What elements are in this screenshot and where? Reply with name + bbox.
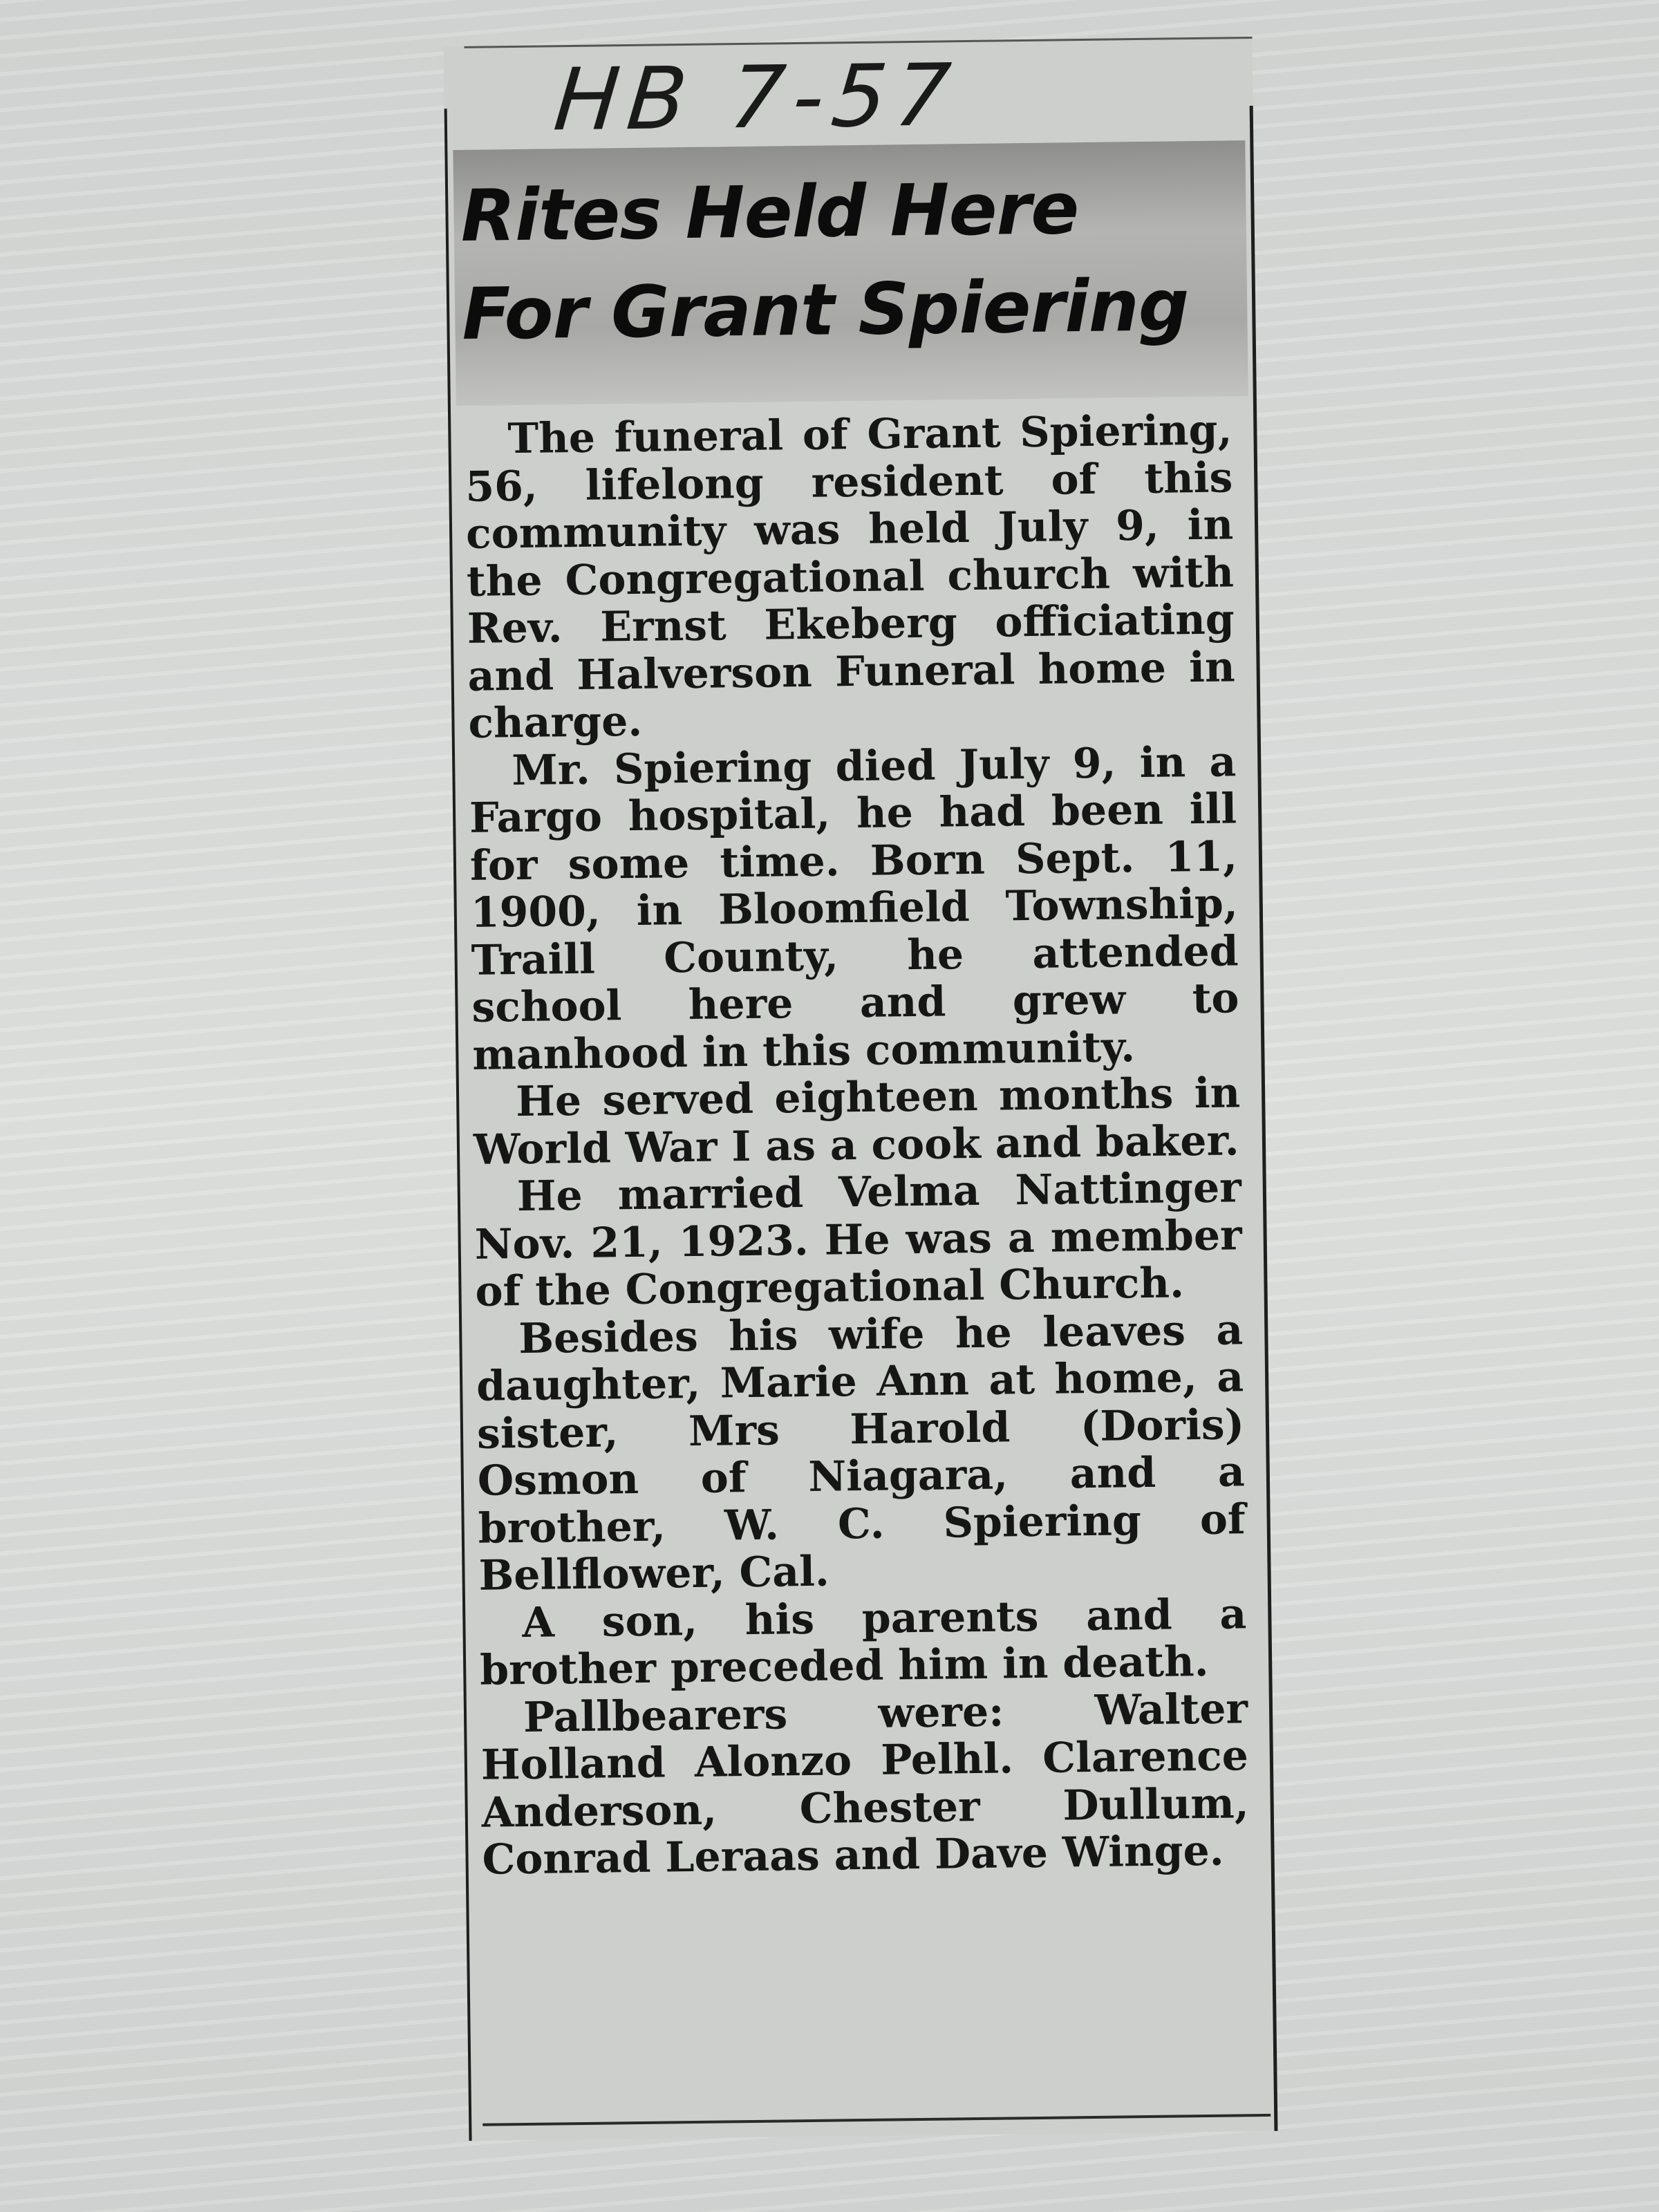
clipping-bottom-edge bbox=[482, 2114, 1271, 2126]
headline-line-1: Rites Held Here bbox=[460, 167, 1079, 258]
headline bbox=[460, 158, 1244, 364]
paragraph-preceded: A son, his parents and a brother preceded him in death. bbox=[479, 1589, 1247, 1695]
paragraph-funeral: The funeral of Grant Spiering, 56, lifelong resident of this community was held July 9, in the Congregational church with Rev. Ernst Ekeberg officiating and Halverson Funeral home in charge. bbox=[465, 406, 1236, 748]
paragraph-death: Mr. Spiering died July 9, in a Fargo hospital, he had been ill for some time. Born Sept. 11, 1900, in Bloomfield Township, Traill County, he attended school here and grew to manhood in this community. bbox=[469, 737, 1239, 1080]
paragraph-survivors: Besides his wife he leaves a daughter, Marie Ann at home, a sister, Mrs Harold (Doris) Osmon of Niagara, and a brother, W. C. Spiering of Bellflower, Cal. bbox=[476, 1305, 1246, 1600]
paragraph-pallbearers: Pallbearers were: Walter Holland Alonzo Pelhl. Clarence Anderson, Chester Dullum, Conrad Leraas and Dave Winge. bbox=[480, 1684, 1250, 1884]
headline-line-2: For Grant Spiering bbox=[461, 264, 1190, 356]
handwritten-annotation: HB 7-57 bbox=[550, 46, 963, 151]
paragraph-service: He served eighteen months in World War I as a cook and baker. bbox=[473, 1069, 1241, 1174]
paragraph-marriage: He married Velma Nattinger Nov. 21, 1923. He was a member of the Congregational Church. bbox=[474, 1163, 1243, 1316]
newspaper-clipping bbox=[444, 37, 1278, 2141]
article-body bbox=[465, 406, 1250, 1884]
